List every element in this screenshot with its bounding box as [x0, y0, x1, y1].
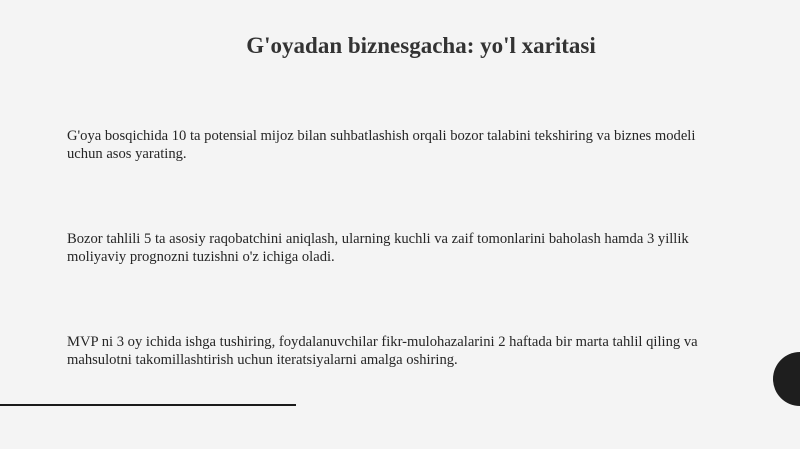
decorative-circle	[773, 352, 800, 406]
slide-title: G'oyadan biznesgacha: yo'l xaritasi	[246, 33, 596, 58]
paragraph-mvp-launch: MVP ni 3 oy ichida ishga tushiring, foydalanuvchilar fikr-mulohazalarini 2 haftada bir marta tahlil qiling va mahsulotni takomillashtirish uchun iteratsiyalarni amalga oshiring.	[67, 334, 698, 368]
paragraph-idea-stage: G'oya bosqichida 10 ta potensial mijoz bilan suhbatlashish orqali bozor talabini tekshiring va biznes modeli uchun asos yarating.	[67, 128, 696, 162]
paragraph-market-analysis: Bozor tahlili 5 ta asosiy raqobatchini aniqlash, ularning kuchli va zaif tomonlarini baholash hamda 3 yillik moliyaviy prognozni tuzishni o'z ichiga oladi.	[67, 231, 689, 265]
bottom-divider-line	[0, 404, 296, 406]
